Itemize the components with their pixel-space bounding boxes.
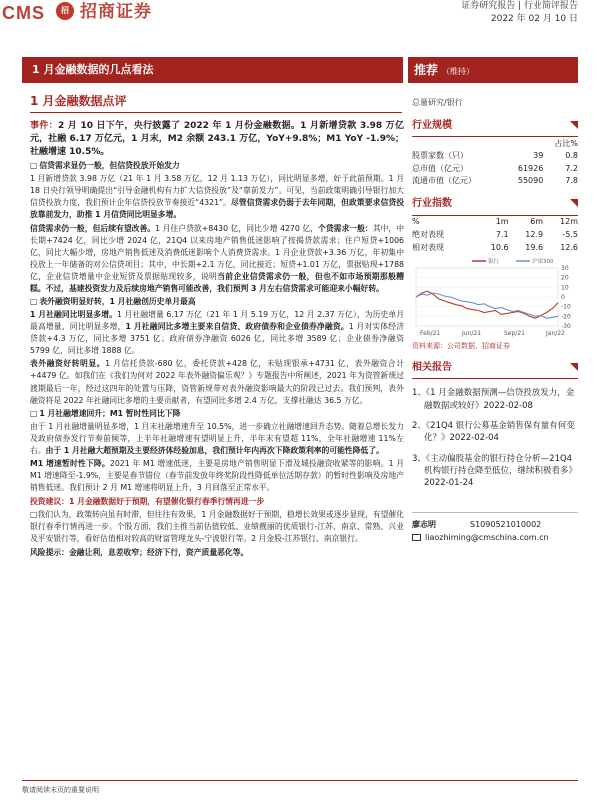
paragraph-2-text-a: 1 月住户贷款+8430 亿，同比少增 4270 亿， — [155, 223, 318, 233]
scale-row-label: 股票家数（只） — [412, 151, 468, 161]
event-text: 2 月 10 日下午，央行披露了 2022 年 1 月份金融数据。1 月新增贷款 3.98 万亿元，社融 6.17 万亿元，1 月末，M2 余额 243.1 万亿，YoY+9.8%；M1 YoY -1.9%；社融增速 10.5%。 — [30, 121, 404, 158]
table-row — [412, 241, 578, 254]
logo-cn-text: 招商证券 — [80, 2, 152, 22]
perf-row-label: 绝对表现 — [412, 230, 444, 240]
legend-label: 沪深300 — [532, 258, 554, 265]
bullet-heading-2: □ 表外融资明显好转，1 月社融创历史单月最高 — [30, 296, 404, 308]
logo-cms-text: CMS — [2, 3, 45, 23]
table-row — [412, 216, 578, 229]
table-row — [412, 175, 578, 188]
square-bullet-icon: □ — [30, 510, 38, 520]
event-paragraph — [30, 120, 404, 159]
paragraph-7-text: 我们认为，政策转向虽有时滞，但往往有效果，1 月金融数据好于预期，稳增长效果或逐步显现，有望催化银行春季行情再进一步。个股方面，我们主推当前估值较低、业绩靓丽的优质银行-江苏、南京、常熟、兴业及平安银行等，看好估值相对较高的财富管理龙头-宁波银行等。2 月金股-江苏银行、南京银行。 — [30, 510, 405, 544]
logo-mark-icon: 招 — [56, 2, 74, 20]
x-tick-label: Feb/21 — [420, 329, 441, 337]
chart-legend — [472, 257, 554, 265]
scale-row-pct: 7.8 — [565, 176, 578, 186]
event-label: 事件： — [30, 121, 58, 131]
perf-cell: 12.9 — [525, 230, 544, 240]
paragraph-6 — [30, 458, 404, 494]
y-tick-label: -30 — [561, 322, 571, 330]
paragraph-3-label: 1 月社融同比明显多增。 — [30, 310, 117, 320]
perf-cell: 12.6 — [560, 242, 578, 252]
y-tick-label: 10 — [561, 284, 569, 292]
analyst-rule — [412, 512, 578, 513]
analyst-id: S1090521010002 — [470, 519, 542, 529]
paragraph-4 — [30, 358, 404, 406]
related-report-3[interactable]: 3、《主动偏股基金的银行持仓分析—21Q4 机构银行持仓降至低位，继续积极看多》2022-01-24 — [412, 453, 578, 489]
paragraph-1-text: 1 月新增贷款 3.98 万亿（21 年 1 月 3.58 万亿，12 月 1.13 万亿），同比明显多增，好于此前预期。1 月 18 日央行领导明确提出“引导金融机构有力扩大信贷投放”及“靠前发力”。可见，当前政策明确引导银行加大信贷投放力度，我们预计企年信贷投放节奏接近“4321”。 — [30, 174, 404, 208]
perf-header-cell: 1m — [495, 217, 509, 227]
risk-paragraph — [30, 547, 404, 559]
section-heading: 1 月金融数据点评 — [30, 94, 127, 108]
paragraph-3-bold: 1 月社融同比多增主要来自信贷、政府债券和企业债券净融资。 — [125, 322, 349, 332]
paragraph-3-text-c: 1 月对实体经济贷款+4.3 万亿，同比多增 3751 亿；政府债券净融资 6026 亿，同比多增 3589 亿；企业债券净融资 5799 亿，同比多增 1888 亿。 — [30, 322, 404, 356]
paragraph-2-label: 信贷需求仍一般，但后续有望改善。 — [30, 223, 156, 233]
scale-row-label: 流通市值（亿元） — [412, 176, 476, 186]
paragraph-2-bold-c: 当前企业信贷需求仍一般，但也不如市场预期那般糟糕。 — [30, 271, 404, 293]
y-tick-label: -10 — [561, 303, 571, 311]
rating-bar — [408, 57, 578, 83]
scale-heading — [412, 119, 578, 138]
email-icon — [412, 534, 421, 541]
paragraph-2-label-2: 个贷需求一般： — [318, 223, 373, 233]
paragraph-6-label: M1 增速暂时性下降。 — [30, 459, 110, 469]
scale-row-pct: 7.2 — [565, 163, 578, 173]
scale-row-value: 55090 — [517, 176, 544, 186]
main-body — [30, 120, 404, 560]
paragraph-4-label: 表外融资好转明显。 — [30, 359, 106, 369]
perf-header-cell: 12m — [560, 217, 578, 227]
analyst-name: 廖志明 — [412, 519, 436, 529]
legend-label: 银行 — [488, 258, 500, 265]
report-title: 1 月金融数据的几点看法 — [22, 57, 403, 83]
perf-cell: 19.6 — [525, 242, 544, 252]
y-tick-label: -20 — [561, 313, 571, 321]
perf-title: 行业指数 — [412, 198, 452, 210]
analyst-email[interactable]: liaozhiming@cmschina.com.cn — [425, 533, 549, 543]
perf-cell: -5.5 — [562, 230, 578, 240]
paragraph-7 — [30, 509, 404, 545]
scale-row-label: 总市值（亿元） — [412, 163, 468, 173]
y-tick-label: 30 — [561, 264, 569, 272]
x-tick-label: Jun/21 — [462, 329, 482, 337]
footer-note: 敬请阅读末页的重要说明 — [22, 786, 99, 794]
paragraph-1 — [30, 173, 404, 221]
x-tick-label: Sep/21 — [504, 329, 525, 337]
risk-label: 风险提示： — [30, 547, 69, 557]
related-heading — [412, 361, 578, 380]
paragraph-2 — [30, 223, 404, 295]
perf-header-cell: % — [412, 217, 420, 227]
paragraph-3-text-a: 1 月社融增量 6.17 万亿（21 年 1 月 5.19 万亿，12 月 2.37 万亿），为历史单月最高增量，同比明显多增， — [30, 310, 404, 332]
corner-triangle-icon — [570, 363, 578, 371]
perf-cell: 7.1 — [495, 230, 509, 240]
related-report-1[interactable]: 1、《1 月金融数据预测—信贷投放发力，金融数据或较好》2022-02-08 — [412, 388, 575, 411]
scale-row-value: 61926 — [517, 163, 544, 173]
paragraph-2-text-b: 其中，中长期+7424 亿，同比少增 2024 亿，21Q4 以来房地产销售低迷影响了按揭贷款需求；住户短贷+1006 亿，同比大幅少增，房地产销售低迷及消费低迷影响个人消费贷需求。1 月企业贷款+3.36 万亿，年初集中投放上一年储备的对公信贷项目；其中，中长期+2.1 万亿，同比接近；短贷+1.01 万亿，票据贴现+1788 亿，企业信贷增量中企业短贷及票据贴现较多，说明 — [30, 223, 405, 281]
table-row — [412, 229, 578, 242]
paragraph-3 — [30, 309, 404, 357]
index-chart — [412, 256, 578, 340]
table-row — [412, 150, 578, 163]
paragraph-5-text: 由于 1 月社融增量明显多增，1 月末社融增速升至 10.5%，进一步确立社融增速回升态势。随着总增长发力及政府债券发行节奏前倾等，上半年社融增速有望明显上升，半年末有望超 11%，全年社融增速 11%左右。 — [30, 421, 404, 455]
doc-date: 2022 年 02 月 10 日 — [490, 14, 578, 24]
chart-series — [416, 291, 558, 318]
bullet-heading-1: □ 信贷需求显仍一般，但信贷投放开始发力 — [30, 160, 404, 172]
x-tick-label: Jan/22 — [546, 329, 565, 337]
y-tick-label: 20 — [561, 274, 569, 282]
y-tick-label: 0 — [561, 293, 565, 301]
related-report-2[interactable]: 2、《21Q4 银行公募基金销售保有量有何变化？》2022-02-04 — [412, 421, 575, 444]
paragraph-5-bold: 由于 1 月社融大超预期及主要经济体经验加息，我们预计年内再次下降政策利率的可能性降低了。 — [45, 445, 384, 455]
scale-row-value: 39 — [533, 151, 544, 161]
chart-source: 资料来源：公司数据、招商证券 — [412, 341, 510, 350]
doc-type: 证券研究报告 | 行业简评报告 — [461, 1, 578, 11]
perf-table — [412, 216, 578, 254]
rating-sub: （维持） — [442, 67, 475, 76]
rating-label: 推荐 — [414, 63, 439, 77]
scale-table — [412, 137, 578, 187]
heading-rule — [30, 112, 402, 113]
related-title: 相关报告 — [412, 361, 452, 373]
paragraph-5 — [30, 421, 404, 457]
corner-triangle-icon — [570, 199, 578, 207]
sidebar-industry: 总量研究/银行 — [412, 98, 463, 107]
perf-header-cell: 6m — [530, 217, 544, 227]
paragraph-1-bold: 尽管信贷需求仍弱于去年同期，但政策要求信贷投放靠前发力，助推 1 月信贷同比明显多增。 — [30, 198, 404, 220]
risk-text: 金融让利，息差收窄；经济下行，资产质量恶化等。 — [68, 547, 249, 557]
scale-row-pct: 0.8 — [565, 151, 578, 161]
bullet-heading-3: □ 1 月社融增速回升；M1 暂时性同比下降 — [30, 408, 404, 420]
sidebar — [412, 97, 578, 544]
paragraph-2-bold-d: 不过，基建投资发力及后续房地产销售可能改善，我们预判 3 月左右信贷需求可能迎来小幅好转。 — [45, 283, 384, 293]
corner-triangle-icon — [570, 121, 578, 129]
perf-row-label: 相对表现 — [412, 242, 444, 252]
perf-heading — [412, 197, 578, 216]
logo — [0, 0, 230, 22]
scale-unit: 占比% — [554, 138, 578, 148]
paragraph-6-text: 2021 年 M1 增速低迷，主要是房地产销售明显下滑及城投融资收紧等的影响。1 月 M1 增速降至-1.9%，主要是春节错位（春节前发放年终奖阶段性降低单位活期存款）的暂时性影响及房地产销售低迷。我们预计 2 月 M1 增速将明显上升，3 月回落至正常水平。 — [30, 459, 404, 493]
perf-cell: 10.6 — [490, 242, 509, 252]
analyst-block — [412, 519, 578, 544]
scale-title: 行业规模 — [412, 119, 452, 131]
paragraph-4-text: 1 月信托贷款-680 亿，委托贷款+428 亿，未贴现银承+4731 亿，表外融资合计+4479 亿。如我们在《我们为何对 2022 年表外融资偏乐观？》专题报告中所阐述，2021 年为资管新规过渡期最后一年，经过这四年的处置与压降，资管新规带对表外融资影响最大的阶段已过去。我们预判，表外融资将是 2022 年社融同比多增的主要贡献者，有望同比多增 2.4 万亿，支撑社融达 36.5 万亿。 — [30, 359, 405, 405]
footer-rule — [22, 780, 578, 781]
investment-advice-heading: 投资建议：1 月金融数据好于预期，有望催化银行春季行情再进一步 — [30, 497, 265, 507]
table-row — [412, 162, 578, 175]
